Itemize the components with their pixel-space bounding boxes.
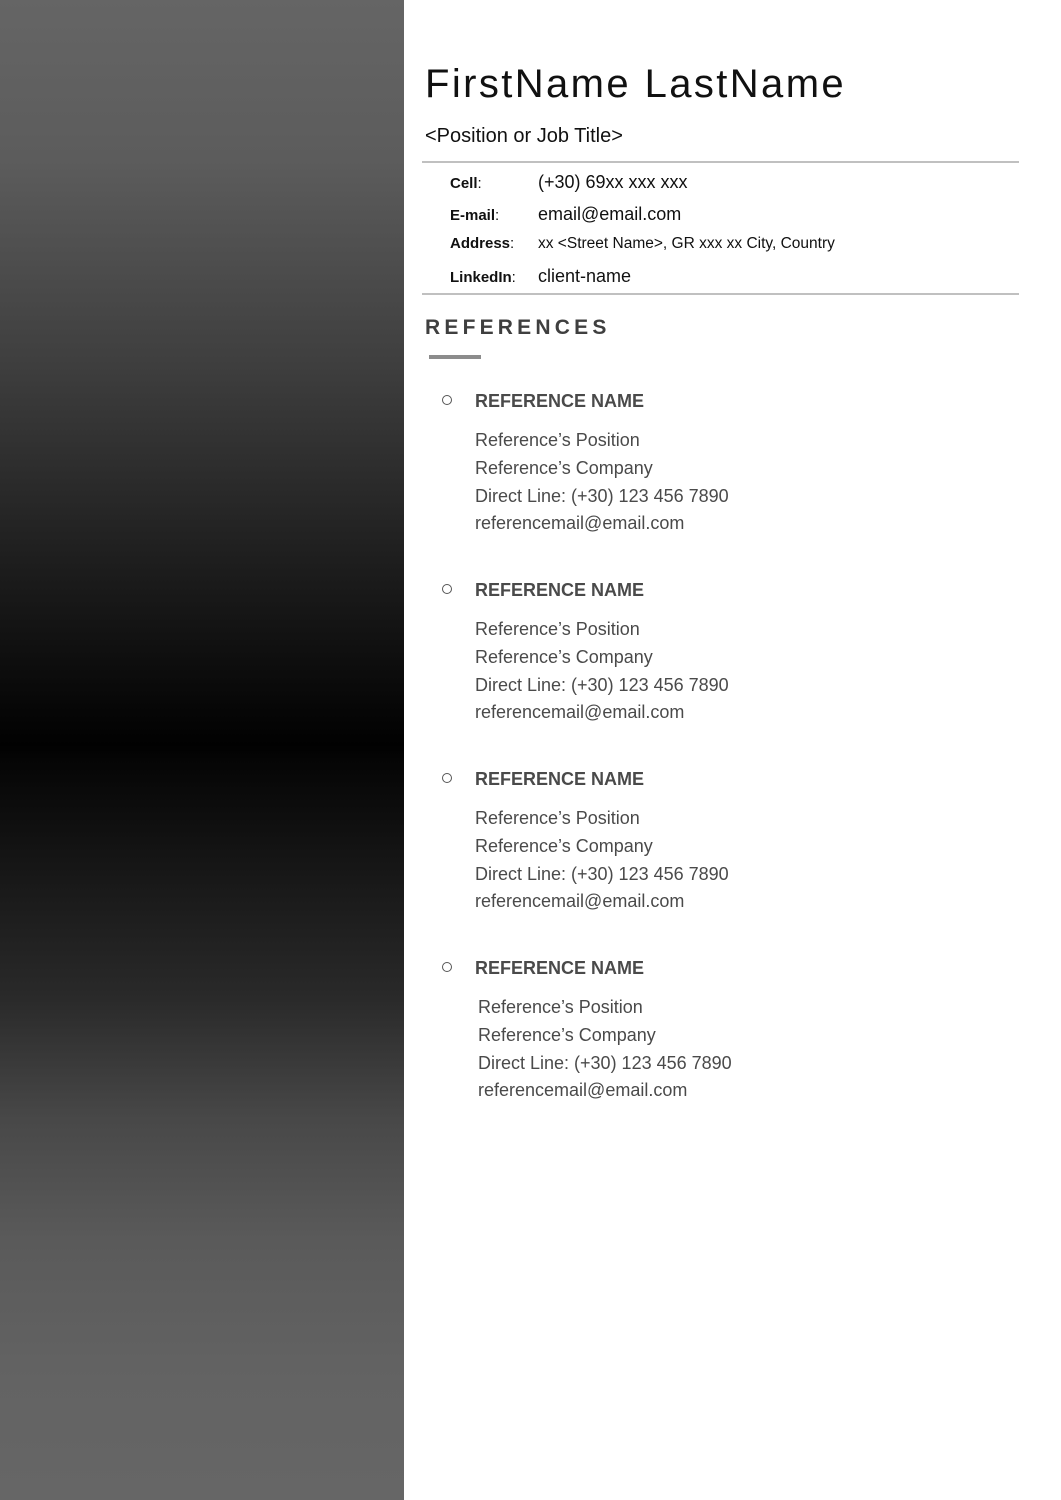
reference-name: REFERENCE NAME bbox=[475, 958, 645, 978]
contact-row-email bbox=[450, 204, 1010, 228]
reference-direct-line: Direct Line: (+30) 123 456 7890 bbox=[478, 1052, 732, 1073]
reference-position: Reference’s Position bbox=[475, 619, 640, 639]
reference-name: REFERENCE NAME bbox=[475, 580, 645, 600]
reference-details bbox=[475, 805, 729, 916]
contact-cell-value: (+30) 69xx xxx xxx bbox=[538, 172, 688, 192]
reference-name: REFERENCE NAME bbox=[475, 391, 645, 411]
contact-label: E-mail: bbox=[450, 207, 500, 224]
circle-bullet-icon bbox=[442, 962, 452, 972]
circle-bullet-icon bbox=[442, 584, 452, 594]
reference-company: Reference’s Company bbox=[475, 835, 653, 856]
reference-position: Reference’s Position bbox=[475, 430, 640, 450]
reference-company: Reference’s Company bbox=[475, 457, 653, 478]
contact-label: Cell: bbox=[450, 175, 482, 192]
reference-details bbox=[478, 994, 732, 1105]
reference-company: Reference’s Company bbox=[478, 1024, 656, 1045]
reference-position: Reference’s Position bbox=[478, 997, 643, 1017]
reference-email: referencemail@email.com bbox=[475, 513, 685, 534]
job-title: <Position or Job Title> bbox=[425, 125, 623, 147]
reference-email: referencemail@email.com bbox=[478, 1080, 688, 1101]
candidate-name: FirstName LastName bbox=[425, 62, 847, 106]
reference-position: Reference’s Position bbox=[475, 808, 640, 828]
contact-label: LinkedIn: bbox=[450, 269, 516, 286]
reference-email: referencemail@email.com bbox=[475, 702, 685, 723]
reference-details bbox=[475, 616, 729, 727]
contact-row-cell bbox=[450, 172, 1010, 196]
contact-row-linkedin bbox=[450, 266, 1010, 290]
contact-address-value: xx <Street Name>, GR xxx xx City, Country bbox=[538, 235, 835, 252]
sidebar-gradient-panel bbox=[0, 0, 404, 1500]
circle-bullet-icon bbox=[442, 773, 452, 783]
circle-bullet-icon bbox=[442, 395, 452, 405]
contact-row-address bbox=[450, 235, 1010, 259]
section-underline bbox=[429, 355, 481, 359]
divider-top bbox=[422, 161, 1019, 163]
reference-direct-line: Direct Line: (+30) 123 456 7890 bbox=[475, 674, 729, 695]
contact-label: Address: bbox=[450, 235, 515, 252]
reference-email: referencemail@email.com bbox=[475, 891, 685, 912]
reference-direct-line: Direct Line: (+30) 123 456 7890 bbox=[475, 863, 729, 884]
contact-linkedin-value: client-name bbox=[538, 266, 632, 286]
divider-bottom bbox=[422, 293, 1019, 295]
reference-direct-line: Direct Line: (+30) 123 456 7890 bbox=[475, 485, 729, 506]
contact-email-value: email@email.com bbox=[538, 204, 682, 224]
section-title-references: REFERENCES bbox=[425, 316, 611, 339]
reference-company: Reference’s Company bbox=[475, 646, 653, 667]
reference-details bbox=[475, 427, 729, 538]
main-content bbox=[404, 0, 1061, 1500]
reference-name: REFERENCE NAME bbox=[475, 769, 645, 789]
